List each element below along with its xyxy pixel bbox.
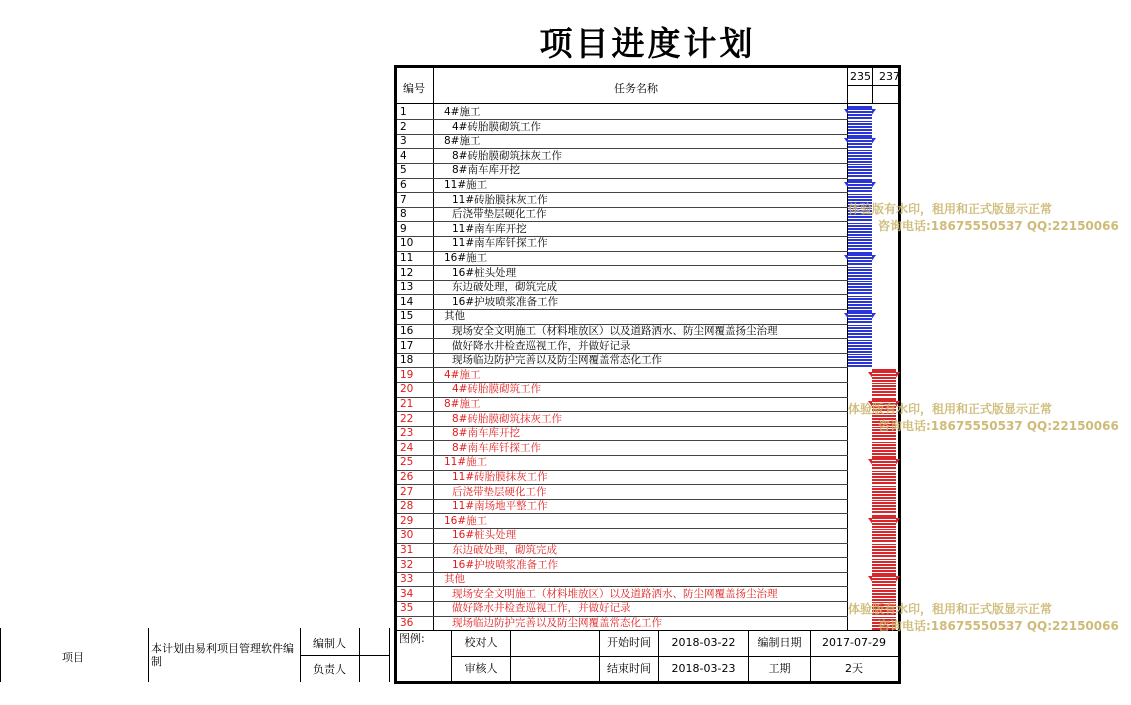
task-bar[interactable] bbox=[848, 281, 872, 294]
table-row[interactable] bbox=[397, 266, 848, 280]
table-row[interactable] bbox=[397, 412, 848, 426]
row-number: 28 bbox=[400, 500, 414, 513]
watermark-1 bbox=[848, 200, 1119, 234]
row-number: 11 bbox=[400, 252, 414, 264]
row-number: 23 bbox=[400, 427, 414, 440]
task-bar[interactable] bbox=[872, 559, 896, 572]
table-row[interactable] bbox=[397, 163, 848, 177]
table-row[interactable] bbox=[397, 251, 848, 265]
task-name: 11#南车库钎探工作 bbox=[452, 237, 548, 250]
checker-label: 校对人 bbox=[464, 636, 498, 649]
task-bar[interactable] bbox=[848, 354, 872, 367]
page-title: 项目进度计划 bbox=[539, 24, 756, 63]
task-bar[interactable] bbox=[848, 267, 872, 280]
row-number: 1 bbox=[400, 106, 407, 118]
timescale-divider bbox=[848, 85, 898, 86]
row-number: 12 bbox=[400, 266, 414, 279]
task-name: 后浇带垫层硬化工作 bbox=[452, 208, 547, 221]
table-row[interactable] bbox=[397, 309, 848, 323]
row-number: 33 bbox=[400, 573, 414, 586]
table-row[interactable] bbox=[397, 368, 848, 382]
row-number: 2 bbox=[400, 120, 407, 133]
row-number: 22 bbox=[400, 412, 414, 425]
task-name: 现场安全文明施工（材料堆放区）以及道路洒水、防尘网覆盖扬尘治理 bbox=[452, 587, 778, 600]
row-number: 8 bbox=[400, 208, 407, 221]
row-number: 6 bbox=[400, 179, 407, 191]
task-bar[interactable] bbox=[848, 314, 872, 323]
task-bar[interactable] bbox=[848, 121, 872, 134]
task-name: 16#施工 bbox=[444, 252, 488, 264]
table-row[interactable] bbox=[397, 470, 848, 484]
project-label: 项目 bbox=[62, 651, 84, 664]
row-number: 35 bbox=[400, 602, 414, 615]
table-row[interactable] bbox=[397, 558, 848, 572]
task-name: 8#南车库开挖 bbox=[452, 164, 520, 177]
table-row[interactable] bbox=[397, 382, 848, 396]
task-name: 8#南车库开挖 bbox=[452, 427, 520, 440]
task-name: 11#南车库开挖 bbox=[452, 222, 527, 235]
watermark-3-line1: 体验版有水印，租用和正式版显示正常 bbox=[848, 602, 1053, 616]
row-number: 27 bbox=[400, 485, 414, 498]
owner-label: 负责人 bbox=[313, 663, 346, 676]
task-name: 8#施工 bbox=[444, 135, 481, 148]
row-number: 30 bbox=[400, 529, 414, 542]
task-bar[interactable] bbox=[848, 183, 872, 192]
left-table-mid bbox=[300, 655, 389, 656]
row-number: 26 bbox=[400, 471, 414, 483]
compiler-label: 编制人 bbox=[313, 637, 346, 650]
task-bar[interactable] bbox=[872, 442, 896, 455]
task-name: 4#施工 bbox=[444, 106, 481, 118]
task-name: 16#桩头处理 bbox=[452, 266, 517, 279]
table-row[interactable] bbox=[397, 528, 848, 542]
task-bar[interactable] bbox=[848, 139, 872, 148]
task-bar[interactable] bbox=[872, 529, 896, 542]
table-row[interactable] bbox=[397, 105, 848, 119]
start-value: 2018-03-22 bbox=[671, 636, 736, 649]
task-name: 4#施工 bbox=[444, 368, 481, 381]
header-bottom bbox=[397, 103, 898, 104]
task-bar[interactable] bbox=[872, 544, 896, 557]
header-day-b: 237 bbox=[879, 70, 900, 83]
task-name: 8#南车库钎探工作 bbox=[452, 441, 541, 454]
table-row[interactable] bbox=[397, 178, 848, 192]
row-number: 32 bbox=[400, 558, 414, 571]
left-table-div-1 bbox=[148, 628, 149, 682]
table-row[interactable] bbox=[397, 514, 848, 528]
row-number: 14 bbox=[400, 295, 414, 308]
task-bar[interactable] bbox=[848, 237, 872, 250]
table-row[interactable] bbox=[397, 485, 848, 499]
left-table-edge bbox=[0, 628, 1, 682]
table-row[interactable] bbox=[397, 455, 848, 469]
table-row[interactable] bbox=[397, 499, 848, 513]
row-number: 16 bbox=[400, 325, 414, 337]
task-bar[interactable] bbox=[848, 325, 872, 338]
task-bar[interactable] bbox=[848, 296, 872, 309]
task-bar[interactable] bbox=[872, 519, 896, 528]
task-name: 4#砖胎膜砌筑工作 bbox=[452, 120, 541, 133]
row-number: 15 bbox=[400, 310, 414, 323]
table-row[interactable] bbox=[397, 193, 848, 207]
watermark-3 bbox=[848, 600, 1119, 634]
row-number: 25 bbox=[400, 456, 414, 469]
row-number: 36 bbox=[400, 617, 414, 629]
row-number: 7 bbox=[400, 193, 407, 206]
table-row[interactable] bbox=[397, 207, 848, 221]
legend-label: 图例: bbox=[399, 632, 425, 645]
task-bar[interactable] bbox=[872, 486, 896, 499]
task-bar[interactable] bbox=[872, 383, 896, 396]
watermark-2 bbox=[848, 400, 1119, 434]
software-note: 本计划由易利项目管理软件编制 bbox=[151, 642, 294, 668]
table-row[interactable] bbox=[397, 339, 848, 353]
duration-label: 工期 bbox=[768, 662, 791, 675]
watermark-3-line2: 咨询电话:18675550537 QQ:22150066 bbox=[878, 619, 1119, 633]
table-row[interactable] bbox=[397, 295, 848, 309]
task-bar[interactable] bbox=[872, 373, 896, 382]
table-row[interactable] bbox=[397, 134, 848, 148]
task-name: 现场安全文明施工（材料堆放区）以及道路洒水、防尘网覆盖扬尘治理 bbox=[452, 325, 778, 337]
task-bar[interactable] bbox=[848, 110, 872, 119]
task-name: 做好降水井检查巡视工作，并做好记录 bbox=[452, 339, 631, 352]
compile-date-value: 2017-07-29 bbox=[822, 636, 886, 649]
table-row[interactable] bbox=[397, 587, 848, 601]
task-name: 其他 bbox=[444, 573, 465, 586]
task-bar[interactable] bbox=[848, 340, 872, 353]
task-name: 16#施工 bbox=[444, 514, 488, 527]
task-bar[interactable] bbox=[872, 588, 896, 601]
left-table-div-4 bbox=[389, 628, 390, 682]
watermark-1-line2: 咨询电话:18675550537 QQ:22150066 bbox=[878, 219, 1119, 233]
task-name: 现场临边防护完善以及防尘网覆盖常态化工作 bbox=[452, 617, 662, 629]
table-row[interactable] bbox=[397, 222, 848, 236]
row-number: 13 bbox=[400, 281, 414, 294]
table-row[interactable] bbox=[397, 397, 848, 411]
task-bar[interactable] bbox=[848, 164, 872, 177]
task-name: 东边破处理，砌筑完成 bbox=[452, 544, 557, 556]
task-name: 8#砖胎膜砌筑抹灰工作 bbox=[452, 412, 562, 425]
row-number: 19 bbox=[400, 368, 414, 381]
row-number: 18 bbox=[400, 354, 414, 367]
table-row[interactable] bbox=[397, 120, 848, 134]
row-number: 9 bbox=[400, 222, 407, 235]
watermark-2-line1: 体验版有水印，租用和正式版显示正常 bbox=[848, 402, 1053, 416]
table-row[interactable] bbox=[397, 426, 848, 440]
start-label: 开始时间 bbox=[607, 636, 651, 649]
task-name: 其他 bbox=[444, 310, 465, 323]
row-number: 3 bbox=[400, 135, 407, 148]
watermark-2-line2: 咨询电话:18675550537 QQ:22150066 bbox=[878, 419, 1119, 433]
table-row[interactable] bbox=[397, 616, 848, 630]
footer-div-2 bbox=[510, 630, 511, 681]
table-row[interactable] bbox=[397, 601, 848, 615]
table-row[interactable] bbox=[397, 543, 848, 557]
task-bar[interactable] bbox=[848, 150, 872, 163]
header-day-a: 235 bbox=[850, 70, 871, 83]
row-number: 10 bbox=[400, 237, 414, 250]
row-number: 24 bbox=[400, 441, 414, 454]
task-name: 16#桩头处理 bbox=[452, 529, 517, 542]
row-number: 20 bbox=[400, 383, 414, 396]
row-number: 5 bbox=[400, 164, 407, 177]
table-row[interactable] bbox=[397, 236, 848, 250]
task-name: 11#施工 bbox=[444, 179, 488, 191]
task-name: 现场临边防护完善以及防尘网覆盖常态化工作 bbox=[452, 354, 662, 367]
task-bar[interactable] bbox=[872, 471, 896, 484]
task-bar[interactable] bbox=[848, 256, 872, 265]
table-row[interactable] bbox=[397, 572, 848, 586]
task-name: 8#砖胎膜砌筑抹灰工作 bbox=[452, 149, 562, 162]
row-number: 34 bbox=[400, 587, 414, 600]
task-name: 16#护坡喷浆准备工作 bbox=[452, 558, 559, 571]
table-row[interactable] bbox=[397, 280, 848, 294]
table-row[interactable] bbox=[397, 353, 848, 367]
row-number: 31 bbox=[400, 544, 414, 556]
row-number: 17 bbox=[400, 339, 414, 352]
task-name: 11#施工 bbox=[444, 456, 488, 469]
header-num: 编号 bbox=[403, 82, 425, 95]
header-task-name: 任务名称 bbox=[614, 82, 658, 95]
end-label: 结束时间 bbox=[607, 662, 651, 675]
table-row[interactable] bbox=[397, 149, 848, 163]
task-bar[interactable] bbox=[872, 500, 896, 513]
duration-value: 2天 bbox=[845, 662, 863, 675]
task-name: 后浇带垫层硬化工作 bbox=[452, 485, 547, 498]
task-name: 做好降水井检查巡视工作，并做好记录 bbox=[452, 602, 631, 615]
task-bar[interactable] bbox=[872, 577, 896, 586]
row-number: 21 bbox=[400, 398, 414, 410]
row-number: 4 bbox=[400, 149, 407, 162]
table-row[interactable] bbox=[397, 324, 848, 338]
task-name: 8#施工 bbox=[444, 398, 481, 410]
task-name: 东边破处理，砌筑完成 bbox=[452, 281, 557, 294]
task-name: 11#砖胎膜抹灰工作 bbox=[452, 471, 548, 483]
watermark-1-line1: 体验版有水印，租用和正式版显示正常 bbox=[848, 202, 1053, 216]
reviewer-label: 审核人 bbox=[464, 662, 498, 675]
compile-date-label: 编制日期 bbox=[757, 636, 802, 649]
task-name: 11#砖胎膜抹灰工作 bbox=[452, 193, 548, 206]
task-name: 11#南场地平整工作 bbox=[452, 500, 548, 513]
task-name: 4#砖胎膜砌筑工作 bbox=[452, 383, 541, 396]
task-bar[interactable] bbox=[872, 460, 896, 469]
task-name: 16#护坡喷浆准备工作 bbox=[452, 295, 559, 308]
table-row[interactable] bbox=[397, 441, 848, 455]
end-value: 2018-03-23 bbox=[671, 662, 736, 675]
row-number: 29 bbox=[400, 514, 414, 527]
